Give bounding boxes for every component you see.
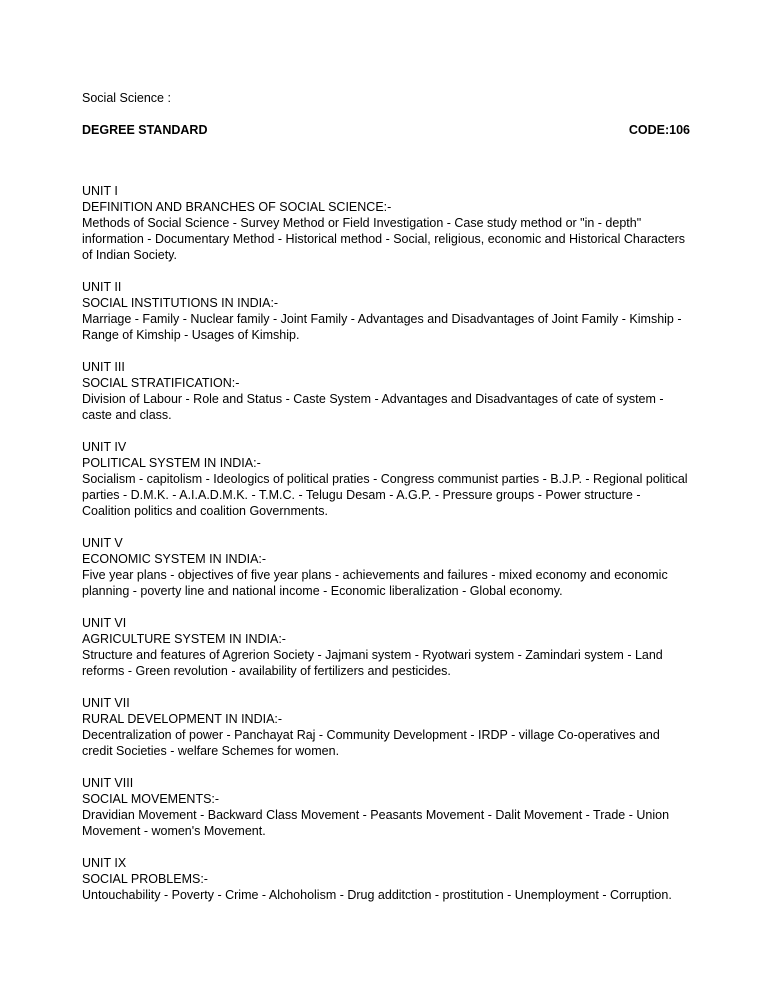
unit-heading: POLITICAL SYSTEM IN INDIA:- <box>82 456 261 470</box>
unit-label: UNIT VIII <box>82 776 134 790</box>
document-title: Social Science : <box>82 91 171 105</box>
unit-label: UNIT II <box>82 280 122 294</box>
course-code: CODE:106 <box>628 123 690 137</box>
unit-heading: SOCIAL INSTITUTIONS IN INDIA:- <box>82 296 279 310</box>
unit-body: Division of Labour - Role and Status - Caste System - Advantages and Disadvantages of cate of system - caste and class. <box>82 392 664 422</box>
unit-body: Methods of Social Science - Survey Method or Field Investigation - Case study method or "in - depth" information - Documentary Method - Historical method - Social, religious, economic and Historical Characters of Indian Society. <box>82 216 686 262</box>
document-page <box>82 90 690 919</box>
unit-3 <box>82 359 690 423</box>
unit-heading: SOCIAL PROBLEMS:- <box>82 872 208 886</box>
unit-label: UNIT VI <box>82 616 127 630</box>
unit-heading: DEFINITION AND BRANCHES OF SOCIAL SCIENCE:- <box>82 200 392 214</box>
unit-1 <box>82 183 690 263</box>
unit-label: UNIT IX <box>82 856 127 870</box>
unit-5 <box>82 535 690 599</box>
unit-body: Structure and features of Agrerion Society - Jajmani system - Ryotwari system - Zamindari system - Land reforms - Green revolution - availability of fertilizers and pesticides. <box>82 648 663 678</box>
unit-body: Socialism - capitolism - Ideologics of political praties - Congress communist parties - B.J.P. - Regional political parties - D.M.K. - A.I.A.D.M.K. - T.M.C. - Telugu Desam - A.G.P. - Pressure groups - Power structure - Coalition politics and coalition Governments. <box>82 472 688 518</box>
unit-body: Five year plans - objectives of five year plans - achievements and failures - mixed economy and economic planning - poverty line and national income - Economic liberalization - Global economy. <box>82 568 668 598</box>
unit-label: UNIT III <box>82 360 125 374</box>
unit-label: UNIT VII <box>82 696 130 710</box>
unit-body: Marriage - Family - Nuclear family - Joint Family - Advantages and Disadvantages of Joint Family - Kimship - Range of Kimship - Usages of Kimship. <box>82 312 682 342</box>
unit-body: Dravidian Movement - Backward Class Movement - Peasants Movement - Dalit Movement - Trade - Union Movement - women's Movement. <box>82 808 670 838</box>
unit-body: Untouchability - Poverty - Crime - Alchoholism - Drug additction - prostitution - Unemployment - Corruption. <box>82 888 672 902</box>
unit-heading: SOCIAL MOVEMENTS:- <box>82 792 220 806</box>
degree-standard: DEGREE STANDARD <box>82 123 208 137</box>
unit-heading: AGRICULTURE SYSTEM IN INDIA:- <box>82 632 286 646</box>
unit-2 <box>82 279 690 343</box>
unit-4 <box>82 439 690 519</box>
unit-label: UNIT V <box>82 536 123 550</box>
unit-label: UNIT I <box>82 184 118 198</box>
unit-body: Decentralization of power - Panchayat Raj - Community Development - IRDP - village Co-operatives and credit Societies - welfare Schemes for women. <box>82 728 660 758</box>
unit-heading: SOCIAL STRATIFICATION:- <box>82 376 240 390</box>
unit-6 <box>82 615 690 679</box>
unit-label: UNIT IV <box>82 440 127 454</box>
standard-row <box>82 122 690 138</box>
unit-8 <box>82 775 690 839</box>
unit-heading: ECONOMIC SYSTEM IN INDIA:- <box>82 552 267 566</box>
unit-9 <box>82 855 690 903</box>
unit-heading: RURAL DEVELOPMENT IN INDIA:- <box>82 712 283 726</box>
unit-7 <box>82 695 690 759</box>
